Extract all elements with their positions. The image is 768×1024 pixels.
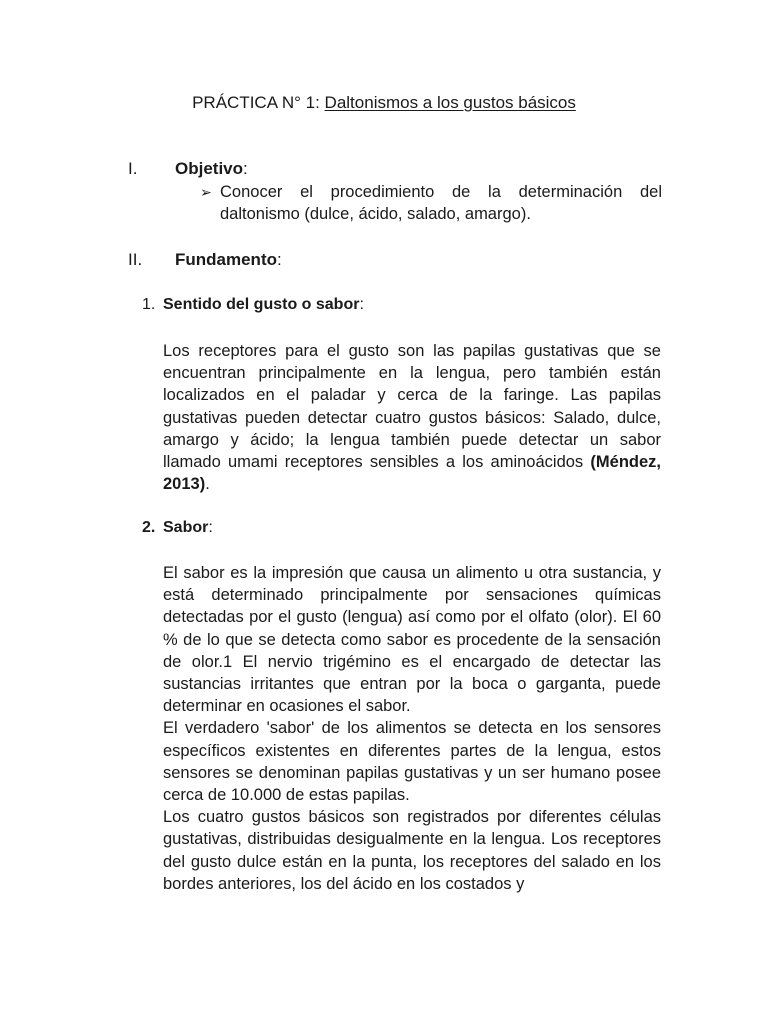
subsection-number-2: 2. xyxy=(142,519,156,536)
citation: (Méndez, 2013) xyxy=(163,453,661,494)
section-numeral-1: I. xyxy=(128,159,138,178)
subsection-heading-gusto: Sentido del gusto o sabor: xyxy=(163,296,364,313)
sabor-paragraph-2: El verdadero 'sabor' de los alimentos se detecta en los sensores específicos existentes en diferentes partes de la lengua, estos sensores se denominan papilas gustativas y un ser humano posee cerca de 10.000 de estas papilas. xyxy=(163,719,661,805)
sabor-paragraph-1: El sabor es la impresión que causa un alimento u otra sustancia, y está determinado principalmente por sensaciones químicas detectadas por el gusto (lengua) así como por el olfato (olor). El 60 % de lo que se detecta como sabor es procedente de la sensación de olor.1 El nervio trigémino es el encargado de detectar las sustancias irritantes que entran por la boca o garganta, puede determinar en ocasiones el sabor. xyxy=(163,564,661,716)
objective-text: Conocer el procedimiento de la determinación del daltonismo (dulce, ácido, salado, amargo). xyxy=(220,183,662,224)
subsection-heading-sabor: Sabor: xyxy=(163,519,213,536)
arrow-bullet-icon: ➢ xyxy=(200,184,212,200)
gusto-paragraph: Los receptores para el gusto son las papilas gustativas que se encuentran principalmente en la lengua, pero también están localizados en el paladar y cerca de la faringe. Las papilas gustativas pueden detectar cuatro gustos básicos: Salado, dulce, amargo y ácido; la lengua también puede detectar un sabor llamado umami receptores sensibles a los aminoácidos (Méndez, 2013). xyxy=(163,342,661,494)
sabor-paragraphs xyxy=(163,562,661,895)
section-numeral-2: II. xyxy=(128,250,143,269)
title-prefix: PRÁCTICA N° 1: xyxy=(192,93,325,112)
section-heading-objetivo: Objetivo: xyxy=(175,159,248,178)
subsection-number-1: 1. xyxy=(142,296,156,313)
title-underlined: Daltonismos a los gustos básicos xyxy=(324,93,576,112)
page-title xyxy=(0,92,768,114)
section-heading-fundamento: Fundamento: xyxy=(175,250,282,269)
sabor-paragraph-3: Los cuatro gustos básicos son registrados por diferentes células gustativas, distribuidas desigualmente en la lengua. Los receptores del gusto dulce están en la punta, los receptores del salado en los bordes anteriores, los del ácido en los costados y xyxy=(163,808,661,893)
